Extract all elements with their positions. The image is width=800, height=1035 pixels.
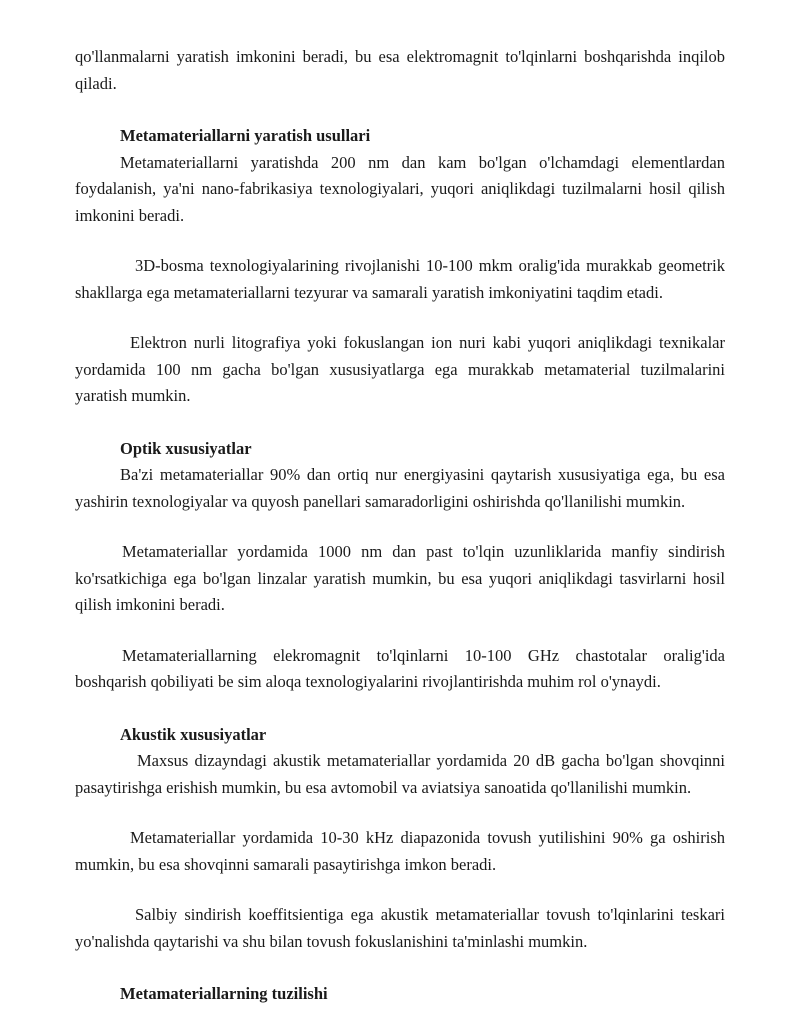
spacer [75,696,725,722]
paragraph-sound-absorption: Metamateriallar yordamida 10-30 kHz diapazonida tovush yutilishini 90% ga oshirish mumkin, bu esa shovqinni samarali pasaytirishga imkon beradi. [75,828,725,874]
paragraph-acoustic-focusing: Salbiy sindirish koeffitsientiga ega akustik metamateriallar tovush to'lqinlarini teskari yo'nalishda qaytarishi va shu bilan tovush fokuslanishini ta'minlashi mumkin. [75,905,725,951]
spacer [75,229,725,253]
spacer [75,955,725,981]
paragraph-3d-printing: 3D-bosma texnologiyalarining rivojlanishi 10-100 mkm oralig'ida murakkab geometrik shakllarga ega metamateriallarni tezyurar va samarali yaratish imkoniyatini taqdim etadi. [75,256,725,302]
section-heading-optical-properties: Optik xususiyatlar [120,438,252,458]
document-page [75,44,725,1008]
paragraph-nanofabrication: Metamateriallarni yaratishda 200 nm dan kam bo'lgan o'lchamdagi elementlardan foydalanish, ya'ni nano-fabrikasiya texnologiyalari, yuqori aniqlikdagi tuzilmalarni hosil qilish imkonini beradi. [75,152,725,225]
spacer [75,878,725,902]
section-heading-acoustic-properties: Akustik xususiyatlar [120,724,267,744]
paragraph-noise-reduction: Maxsus dizayndagi akustik metamateriallar yordamida 20 dB gacha bo'lgan shovqinni pasaytirishga erishish mumkin, bu esa avtomobil va aviatsiya sanoatida qo'llanilishi mumkin. [75,751,725,797]
spacer [75,619,725,643]
paragraph-wireless-communication: Metamateriallarning elekromagnit to'lqinlarni 10-100 GHz chastotalar oralig'ida boshqarish qobiliyati be sim aloqa texnologiyalarini rivojlantirishda muhim rol o'ynaydi. [75,645,725,691]
spacer [75,410,725,436]
section-heading-structure: Metamateriallarning tuzilishi [120,984,328,1003]
section-heading-creation-methods: Metamateriallarni yaratish usullari [120,126,371,145]
paragraph-light-reflection: Ba'zi metamateriallar 90% dan ortiq nur energiyasini qaytarish xususiyatiga ega, bu esa yashirin texnologiyalar va quyosh panellari samaradorligini oshirishda qo'llanilishi mumkin. [75,465,725,511]
spacer [75,515,725,539]
paragraph-continuation: qo'llanmalarni yaratish imkonini beradi, bu esa elektromagnit to'lqinlarni boshqarishda inqilob qiladi. [75,47,725,93]
paragraph-lithography: Elektron nurli litografiya yoki fokuslangan ion nuri kabi yuqori aniqlikdagi texnikalar yordamida 100 nm gacha bo'lgan xususiyatlarga ega murakkab metamaterial tuzilmalarini yaratish mumkin. [75,333,725,405]
spacer [75,801,725,825]
spacer [75,306,725,330]
paragraph-negative-refraction-lenses: Metamateriallar yordamida 1000 nm dan past to'lqin uzunliklarida manfiy sindirish ko'rsatkichiga ega bo'lgan linzalar yaratish mumkin, bu esa yuqori aniqlikdagi tasvirlarni hosil qilish imkonini beradi. [75,542,725,614]
spacer [75,97,725,123]
